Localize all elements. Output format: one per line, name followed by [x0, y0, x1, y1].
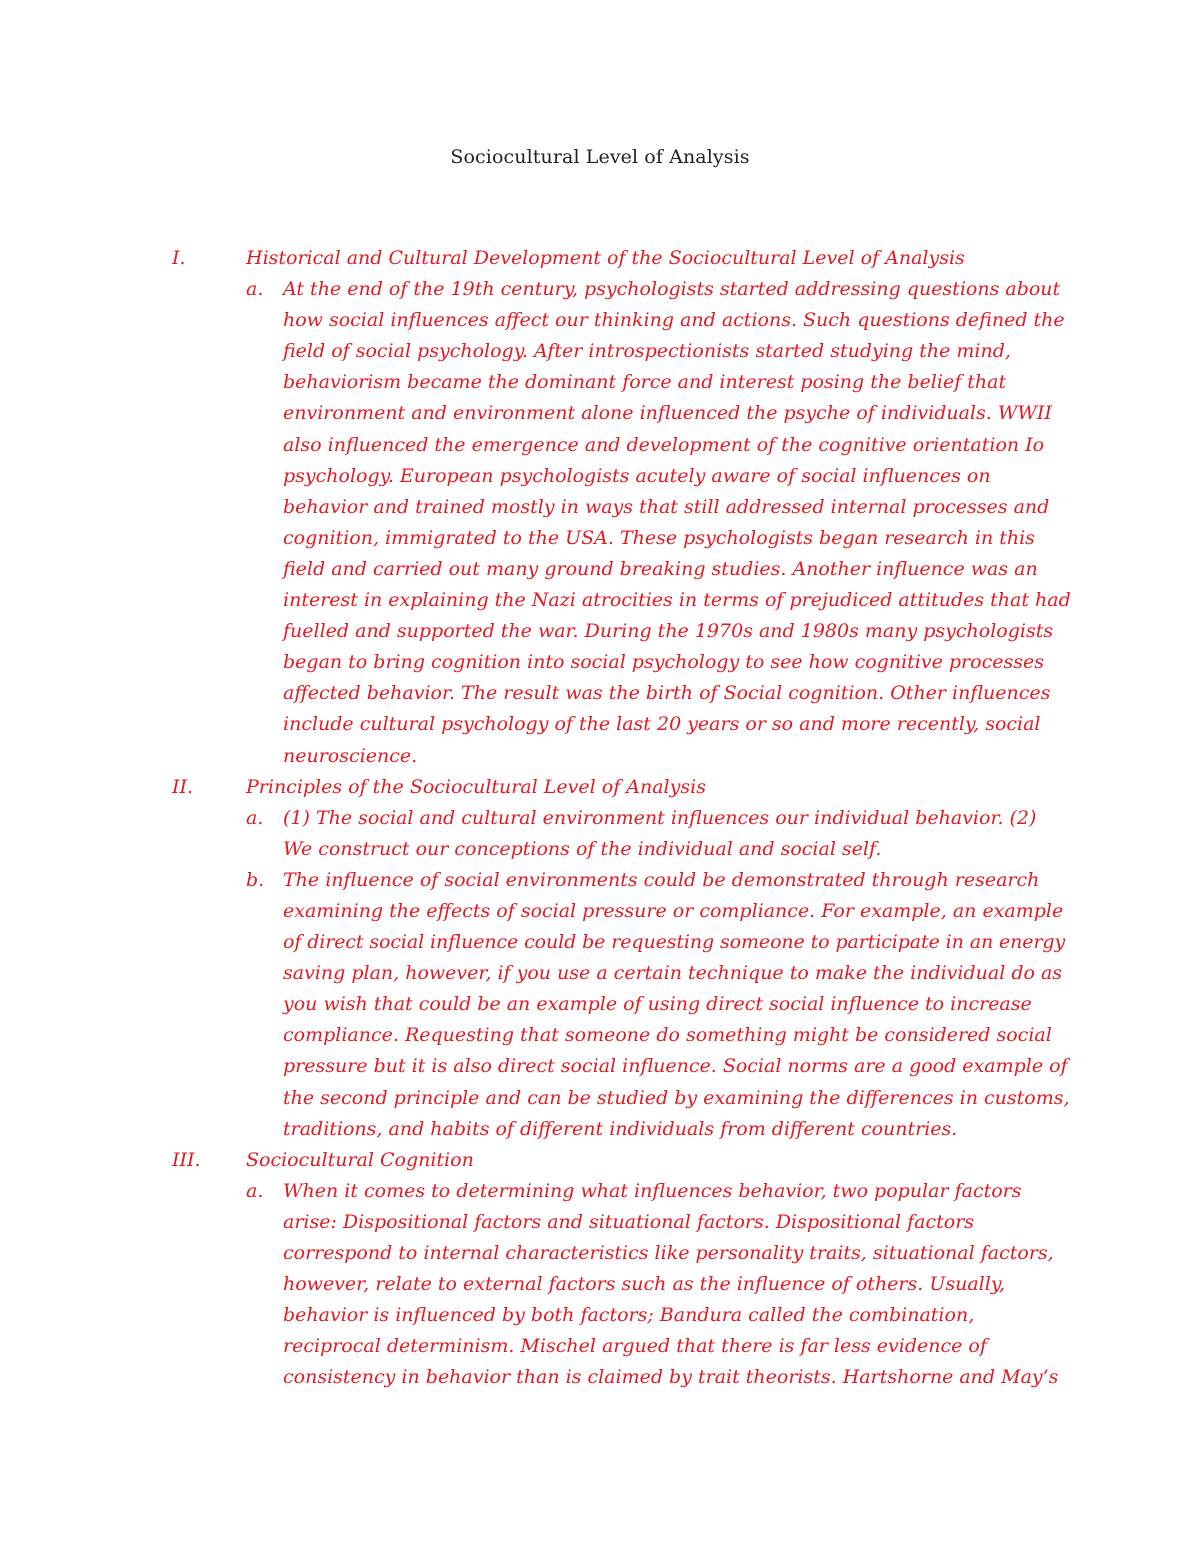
outline-subitem: [246, 803, 1072, 865]
subitem-letter: b.: [246, 868, 265, 891]
subitem-text-line: At the end of the 19th century, psychologists started addressing questions about: [283, 278, 1061, 301]
subitem-text-line: correspond to internal characteristics like personality traits, situational factors,: [283, 1242, 1054, 1264]
subitem-text-line: saving plan, however, if you use a certain technique to make the individual do as: [283, 962, 1063, 985]
document-title: Sociocultural Level of Analysis: [450, 146, 750, 168]
section-numeral: II.: [172, 775, 194, 798]
subitem-text-line: compliance. Requesting that someone do something might be considered social: [283, 1024, 1052, 1047]
subitem-text-line: interest in explaining the Nazi atrocities in terms of prejudiced attitudes that had: [283, 589, 1071, 612]
subitem-text-line: how social influences affect our thinking and actions. Such questions defined the: [283, 309, 1065, 332]
subitem-text-line: however, relate to external factors such as the influence of others. Usually,: [283, 1273, 1006, 1296]
subitem-text-line: affected behavior. The result was the birth of Social cognition. Other influences: [283, 682, 1051, 705]
subitem-text-line: also influenced the emergence and development of the cognitive orientation Io: [283, 433, 1045, 456]
section-numeral: III.: [172, 1148, 201, 1171]
subitem-letter: a.: [246, 1179, 264, 1202]
subitem-text-line: of direct social influence could be requesting someone to participate in an energy: [283, 931, 1066, 954]
section-numeral: I.: [172, 247, 186, 269]
subitem-text-line: behavior is influenced by both factors; Bandura called the combination,: [283, 1304, 975, 1327]
subitem-text-line: When it comes to determining what influences behavior, two popular factors: [283, 1179, 1022, 1202]
subitem-text-line: consistency in behavior than is claimed by trait theorists. Hartshorne and May’s: [283, 1366, 1059, 1389]
subitem-text-line: We construct our conceptions of the individual and social self.: [283, 837, 882, 860]
subitem-text-line: (1) The social and cultural environment influences our individual behavior. (2): [283, 806, 1037, 829]
subitem-text-line: field and carried out many ground breaking studies. Another influence was an: [283, 557, 1038, 580]
outline-subitem: [246, 865, 1072, 1145]
outline-section: [172, 772, 1072, 1145]
subitem-text-line: traditions, and habits of different individuals from different countries.: [283, 1117, 958, 1140]
subitem-text-line: began to bring cognition into social psychology to see how cognitive processes: [283, 651, 1044, 674]
outline-section: [172, 1145, 1072, 1394]
section-heading: Sociocultural Cognition: [246, 1148, 474, 1171]
outline-subitem: [246, 1176, 1072, 1394]
subitem-text-line: the second principle and can be studied by examining the differences in customs,: [283, 1086, 1070, 1109]
subitem-letter: a.: [246, 806, 264, 829]
subitem-text-line: arise: Dispositional factors and situational factors. Dispositional factors: [283, 1210, 975, 1233]
subitem-text-line: environment and environment alone influenced the psyche of individuals. WWII: [283, 402, 1052, 425]
subitem-text-line: examining the effects of social pressure or compliance. For example, an example: [283, 899, 1064, 922]
subitem-text-line: behaviorism became the dominant force and interest posing the belief that: [283, 371, 1007, 394]
subitem-text-line: neuroscience.: [283, 744, 418, 767]
subitem-text-line: cognition, immigrated to the USA. These psychologists began research in this: [283, 526, 1035, 549]
outline-subitem: [246, 274, 1072, 772]
outline-section: [172, 243, 1072, 772]
subitem-text-line: fuelled and supported the war. During the 1970s and 1980s many psychologists: [283, 620, 1054, 643]
subitem-text-line: pressure but it is also direct social influence. Social norms are a good example of: [283, 1055, 1068, 1078]
subitem-text-line: field of social psychology. After introspectionists started studying the mind,: [283, 340, 1011, 363]
subitem-letter: a.: [246, 278, 264, 301]
subitem-text-line: behavior and trained mostly in ways that still addressed internal processes and: [283, 495, 1050, 518]
section-heading: Principles of the Sociocultural Level of Analysis: [246, 775, 706, 798]
subitem-text-line: The influence of social environments could be demonstrated through research: [283, 868, 1040, 891]
subitem-text-line: reciprocal determinism. Mischel argued that there is far less evidence of: [283, 1335, 987, 1358]
subitem-text-line: you wish that could be an example of using direct social influence to increase: [283, 993, 1032, 1016]
section-heading: Historical and Cultural Development of the Sociocultural Level of Analysis: [246, 247, 965, 269]
subitem-text-line: include cultural psychology of the last 20 years or so and more recently, social: [283, 713, 1041, 736]
outline-body: [172, 243, 1072, 1393]
subitem-text-line: psychology. European psychologists acutely aware of social influences on: [283, 464, 991, 487]
